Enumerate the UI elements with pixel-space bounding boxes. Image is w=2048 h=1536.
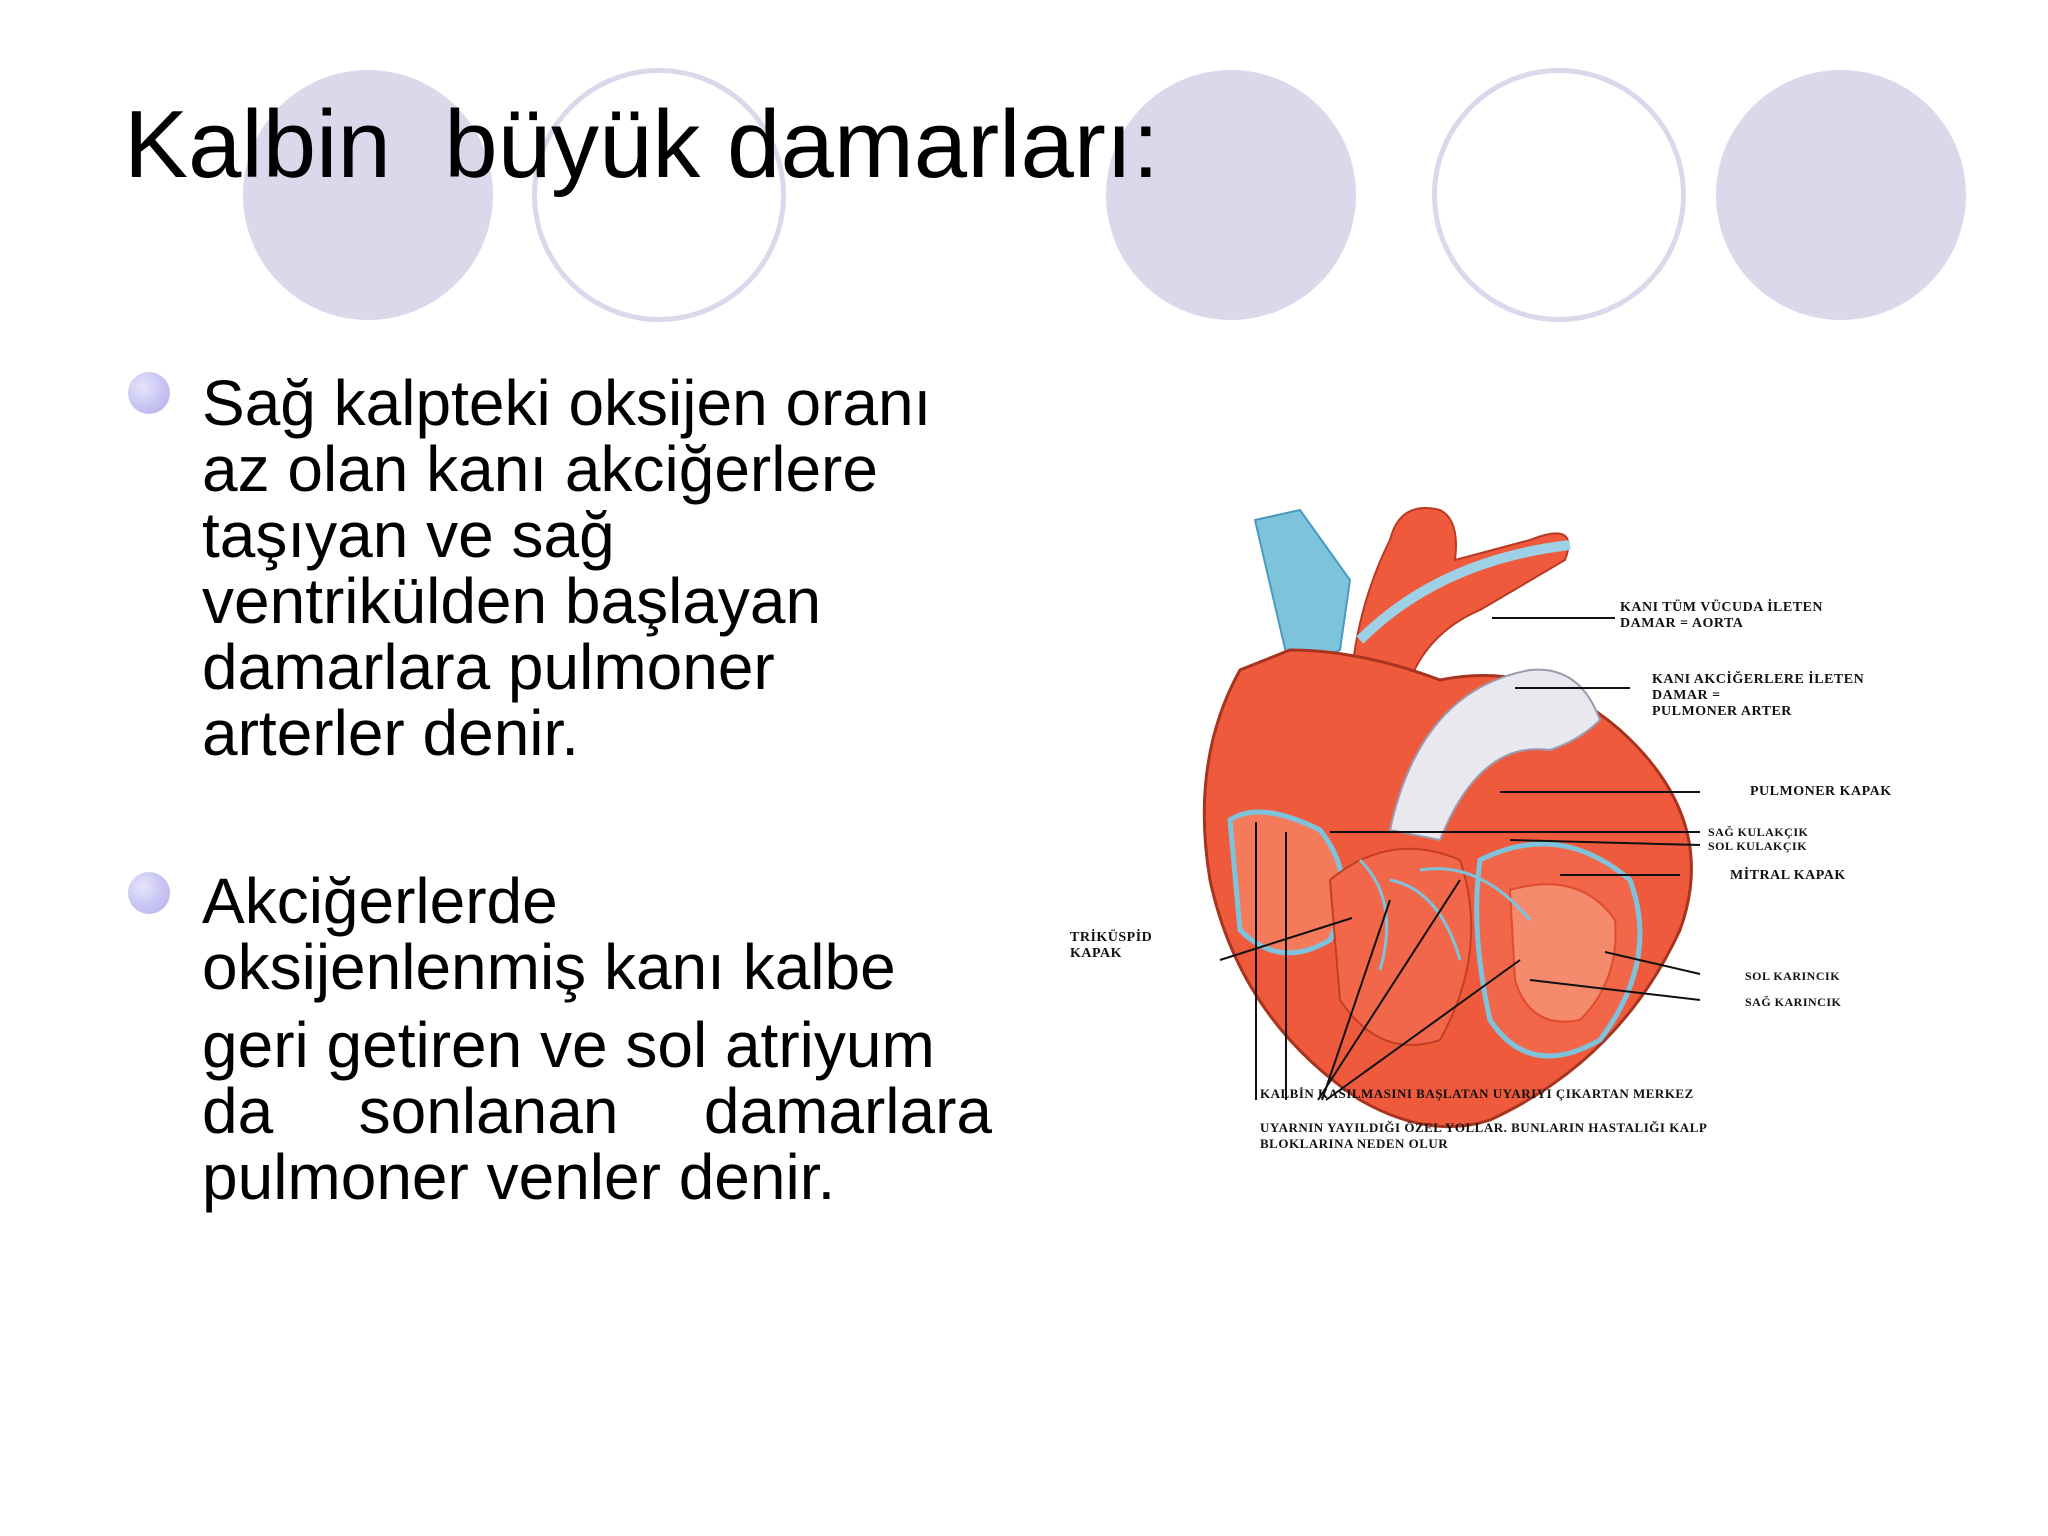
label-mitral-valve: MİTRAL KAPAK [1730, 868, 1846, 883]
label-conduction-paths: BLOKLARINA NEDEN OLUR [1260, 1136, 1449, 1151]
label-pulmonary-valve: PULMONER KAPAK [1750, 784, 1892, 799]
label-left-atrium: SOL KULAKÇIK [1708, 839, 1808, 853]
bullet-icon [128, 872, 170, 914]
text-line: da sonlanan damarlara [202, 1075, 992, 1147]
text-line: Akciğerlerde [202, 865, 558, 937]
label-pulmonary-artery: PULMONER ARTER [1652, 704, 1792, 719]
text-line: taşıyan ve sağ [202, 499, 615, 571]
slide-title: Kalbin büyük damarları: [124, 91, 1160, 198]
label-aorta: DAMAR = AORTA [1620, 616, 1744, 631]
label-right-atrium: SAĞ KULAKÇIK [1708, 825, 1809, 839]
text-line: ventrikülden başlayan [202, 565, 822, 637]
label-aorta: KANI TÜM VÜCUDA İLETEN [1620, 600, 1824, 615]
bullet-text-2 [202, 865, 992, 1003]
bullet-text-1 [202, 367, 992, 769]
label-right-ventricle: SAĞ KARINCIK [1745, 995, 1842, 1009]
text-line: pulmoner venler denir. [202, 1141, 836, 1213]
decor-circle [1716, 70, 1966, 320]
label-pacemaker: KALBİN KASILMASINI BAŞLATAN UYARIYI ÇIKARTAN MERKEZ [1260, 1086, 1694, 1101]
label-pulmonary-artery: KANI AKCİĞERLERE İLETEN [1652, 672, 1865, 687]
text-line: az olan kanı akciğerlere [202, 433, 878, 505]
label-left-ventricle: SOL KARINCIK [1745, 969, 1841, 983]
bullet-icon [128, 372, 170, 414]
label-conduction-paths: UYARNIN YAYILDIĞI ÖZEL YOLLAR. BUNLARIN HASTALIĞI KALP [1260, 1120, 1708, 1135]
heart-anatomy-diagram [1060, 500, 1940, 1180]
text-line: damarlara pulmoner [202, 631, 775, 703]
label-pulmonary-artery: DAMAR = [1652, 688, 1721, 703]
text-line: arterler denir. [202, 697, 580, 769]
label-tricuspid-valve: TRİKÜSPİD [1070, 930, 1153, 945]
bullet-text-2-continuation [202, 1009, 992, 1213]
label-tricuspid-valve: KAPAK [1070, 946, 1123, 961]
decor-ring [1432, 68, 1686, 322]
text-line: geri getiren ve sol atriyum [202, 1009, 935, 1081]
text-line: Sağ kalpteki oksijen oranı [202, 367, 932, 439]
text-line: oksijenlenmiş kanı kalbe [202, 931, 896, 1003]
